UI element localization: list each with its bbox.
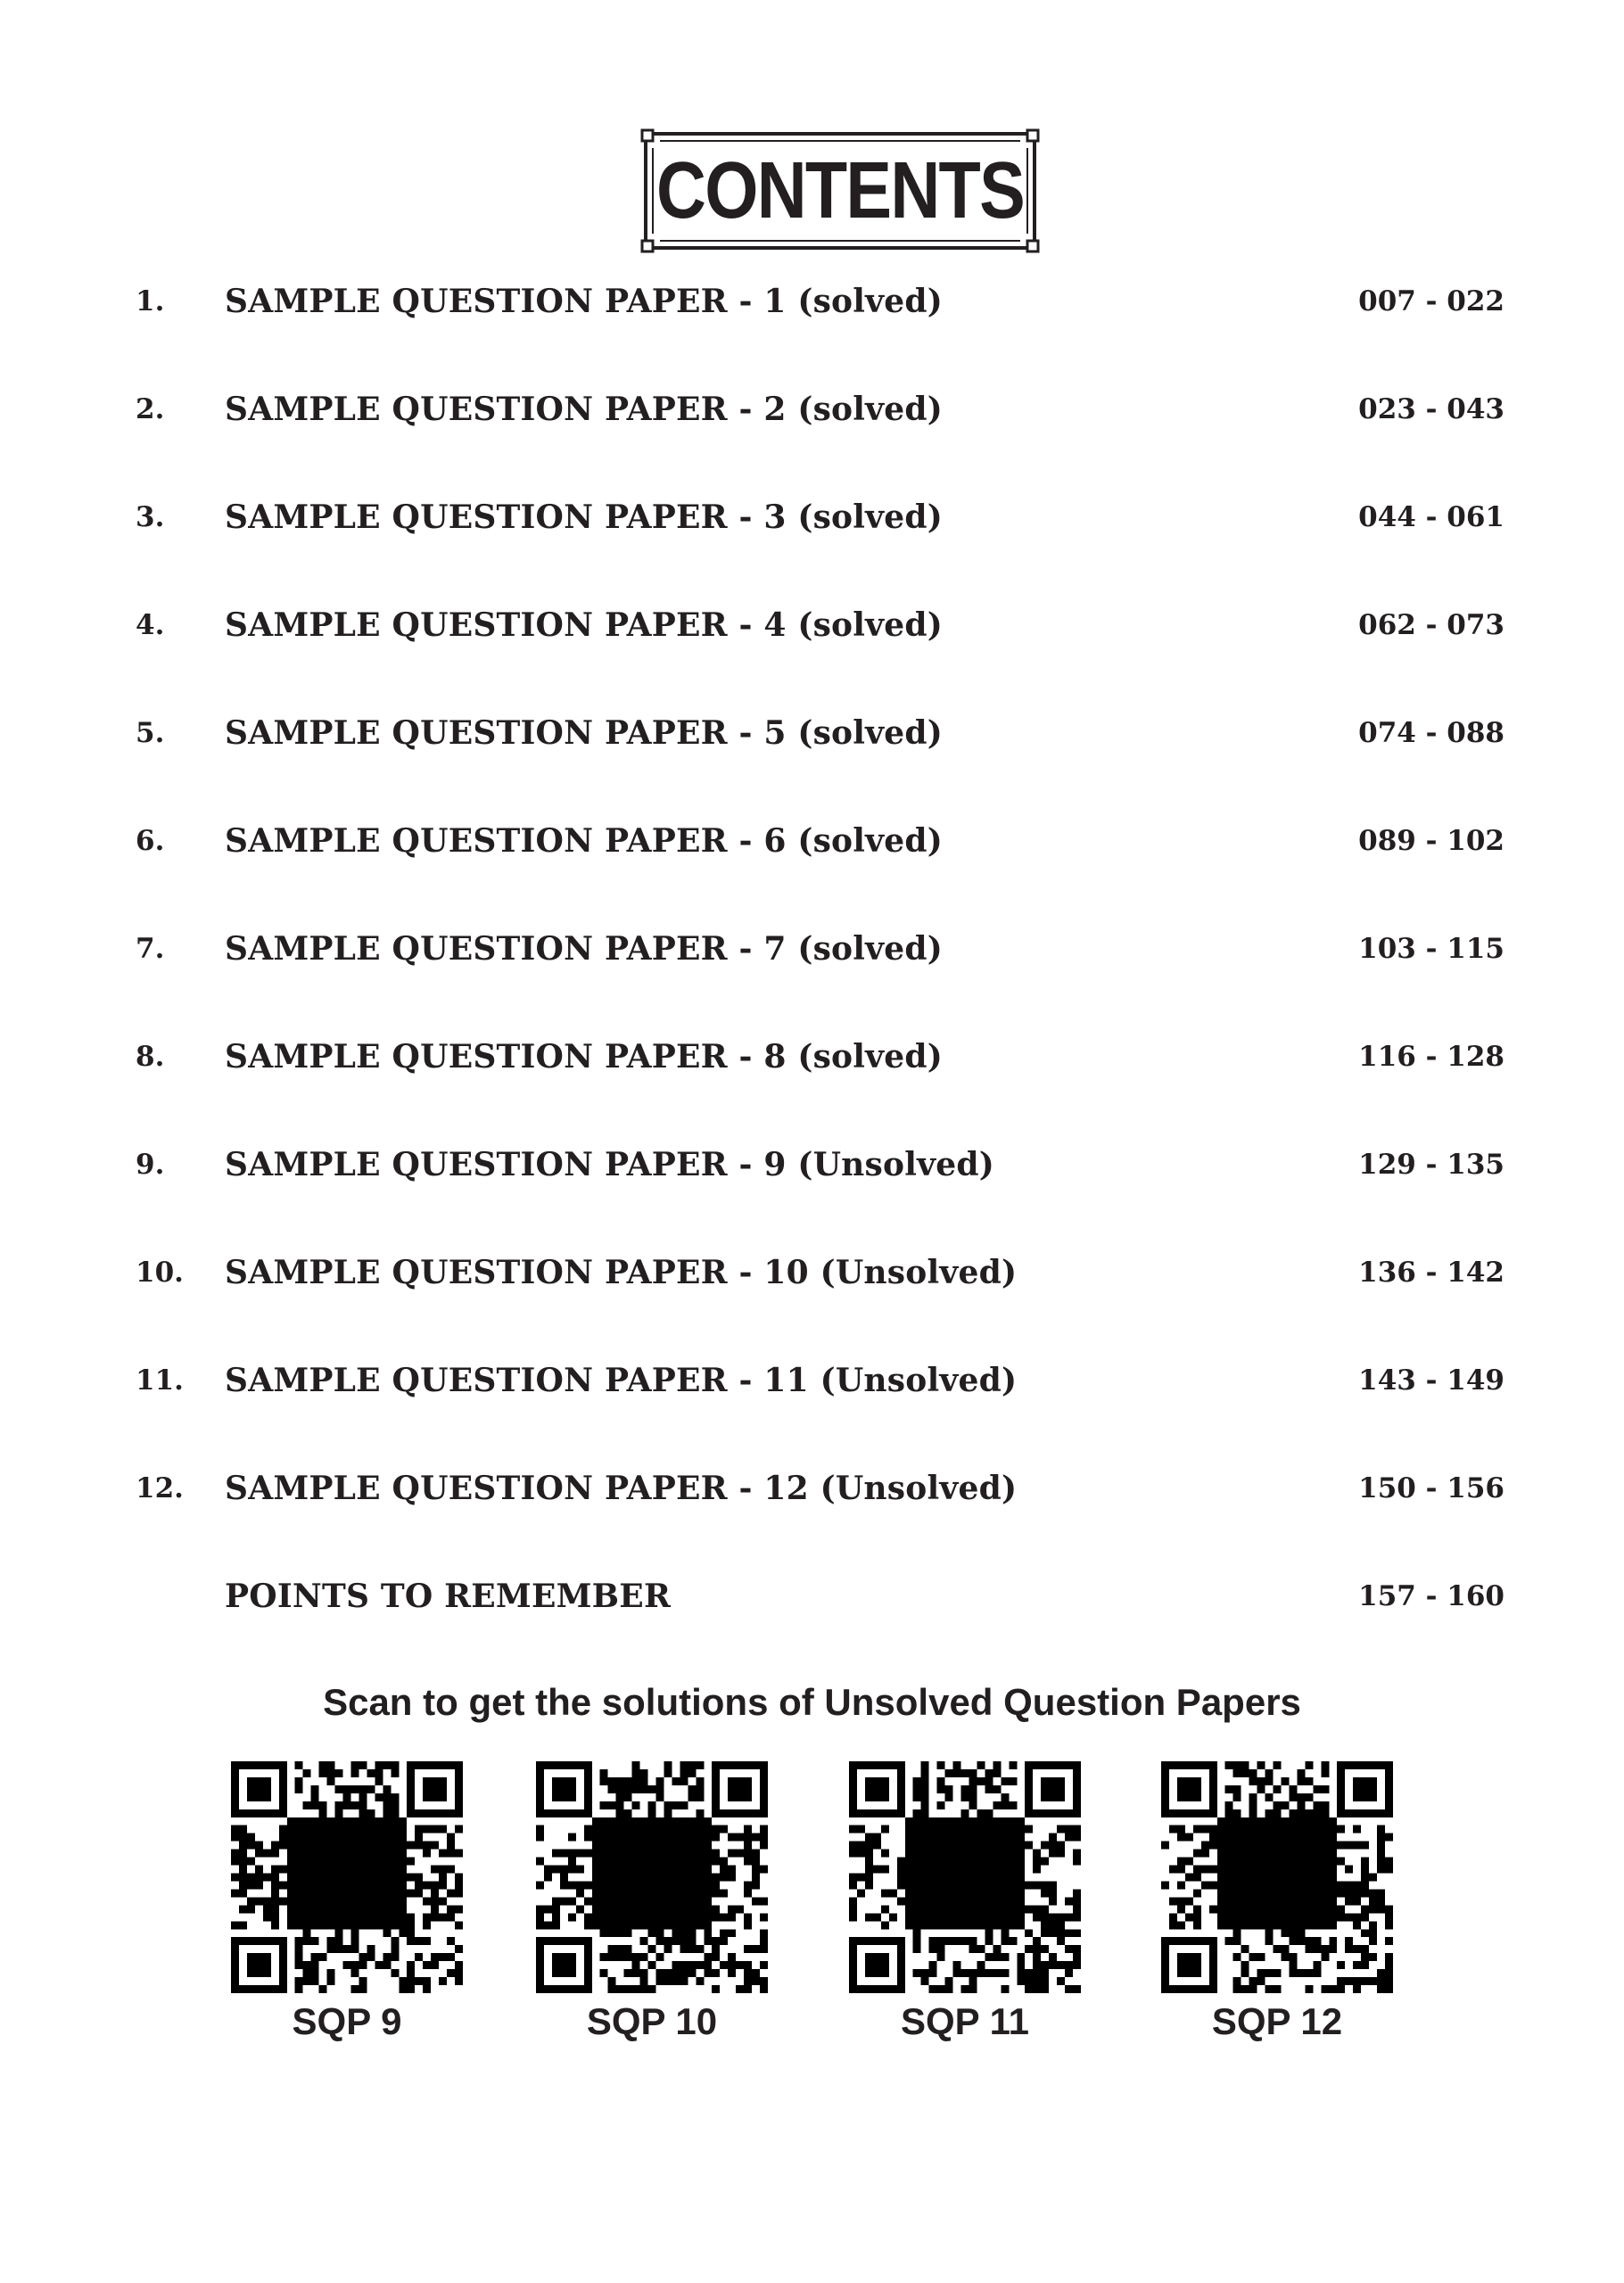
- toc-number: 10.: [136, 1257, 184, 1289]
- qr-label: SQP 12: [1211, 2000, 1343, 2042]
- scan-heading: Scan to get the solutions of Unsolved Question Papers: [323, 1681, 1301, 1723]
- toc-pages: 044 - 061: [1358, 501, 1504, 533]
- toc-row[interactable]: [0, 697, 1624, 769]
- toc-number: 11.: [136, 1364, 184, 1397]
- toc-number: 6.: [136, 825, 165, 857]
- toc-pages: 074 - 088: [1358, 717, 1504, 749]
- toc-number: 12.: [136, 1472, 184, 1504]
- qr-code-icon[interactable]: [536, 1761, 768, 1993]
- qr-label: SQP 10: [586, 2000, 718, 2042]
- toc-number: 4.: [136, 609, 165, 641]
- qr-label: SQP 11: [900, 2000, 1029, 2042]
- toc-title: SAMPLE QUESTION PAPER - 4 (solved): [225, 606, 943, 644]
- toc-pages: 136 - 142: [1358, 1257, 1504, 1289]
- toc-number: 7.: [136, 933, 165, 965]
- toc-title: SAMPLE QUESTION PAPER - 7 (solved): [225, 930, 943, 968]
- qr-block-sqp11[interactable]: [849, 1761, 1081, 2043]
- toc-title: SAMPLE QUESTION PAPER - 6 (solved): [225, 822, 943, 860]
- toc-number: 8.: [136, 1041, 165, 1073]
- toc-number: 9.: [136, 1149, 165, 1181]
- toc-title: SAMPLE QUESTION PAPER - 3 (solved): [225, 499, 943, 536]
- toc-title: POINTS TO REMEMBER: [225, 1578, 672, 1615]
- toc-title: SAMPLE QUESTION PAPER - 12 (Unsolved): [225, 1470, 1018, 1507]
- toc-row[interactable]: [0, 805, 1624, 877]
- toc-row[interactable]: [0, 913, 1624, 985]
- toc-row[interactable]: [0, 266, 1624, 337]
- toc-number: 2.: [136, 393, 165, 425]
- toc-pages: 007 - 022: [1358, 285, 1504, 317]
- toc-title: SAMPLE QUESTION PAPER - 8 (solved): [225, 1038, 943, 1076]
- toc-title: SAMPLE QUESTION PAPER - 2 (solved): [225, 391, 943, 428]
- toc-row[interactable]: [0, 1345, 1624, 1416]
- toc-pages: 150 - 156: [1358, 1472, 1504, 1504]
- contents-title-box: [640, 128, 1040, 253]
- toc-pages: 157 - 160: [1358, 1580, 1504, 1612]
- toc-pages: 129 - 135: [1358, 1149, 1504, 1181]
- toc-title: SAMPLE QUESTION PAPER - 11 (Unsolved): [225, 1362, 1018, 1399]
- toc-pages: 023 - 043: [1358, 393, 1504, 425]
- toc-pages: 143 - 149: [1358, 1364, 1504, 1397]
- toc-pages: 062 - 073: [1358, 609, 1504, 641]
- qr-code-icon[interactable]: [1161, 1761, 1393, 1993]
- toc-title: SAMPLE QUESTION PAPER - 1 (solved): [225, 283, 943, 320]
- toc-title: SAMPLE QUESTION PAPER - 10 (Unsolved): [225, 1254, 1018, 1291]
- toc-pages: 116 - 128: [1358, 1041, 1504, 1073]
- toc-pages: 089 - 102: [1358, 825, 1504, 857]
- toc-title: SAMPLE QUESTION PAPER - 5 (solved): [225, 714, 943, 752]
- toc-number: 3.: [136, 501, 165, 533]
- toc-row[interactable]: [0, 1561, 1624, 1632]
- toc-number: 5.: [136, 717, 165, 749]
- qr-code-icon[interactable]: [231, 1761, 463, 1993]
- qr-label: SQP 9: [292, 2000, 402, 2042]
- toc-row[interactable]: [0, 482, 1624, 553]
- toc-row[interactable]: [0, 1129, 1624, 1200]
- qr-block-sqp10[interactable]: [536, 1761, 768, 2043]
- toc-row[interactable]: [0, 1237, 1624, 1308]
- toc-title: SAMPLE QUESTION PAPER - 9 (Unsolved): [225, 1146, 994, 1183]
- toc-pages: 103 - 115: [1358, 933, 1504, 965]
- qr-block-sqp12[interactable]: [1161, 1761, 1393, 2043]
- qr-block-sqp9[interactable]: [231, 1761, 463, 2043]
- page-title: CONTENTS: [656, 146, 1024, 235]
- toc-number: 1.: [136, 285, 165, 317]
- toc-row[interactable]: [0, 589, 1624, 661]
- toc-row[interactable]: [0, 1021, 1624, 1092]
- qr-code-icon[interactable]: [849, 1761, 1081, 1993]
- toc-row[interactable]: [0, 1453, 1624, 1524]
- toc-row[interactable]: [0, 374, 1624, 445]
